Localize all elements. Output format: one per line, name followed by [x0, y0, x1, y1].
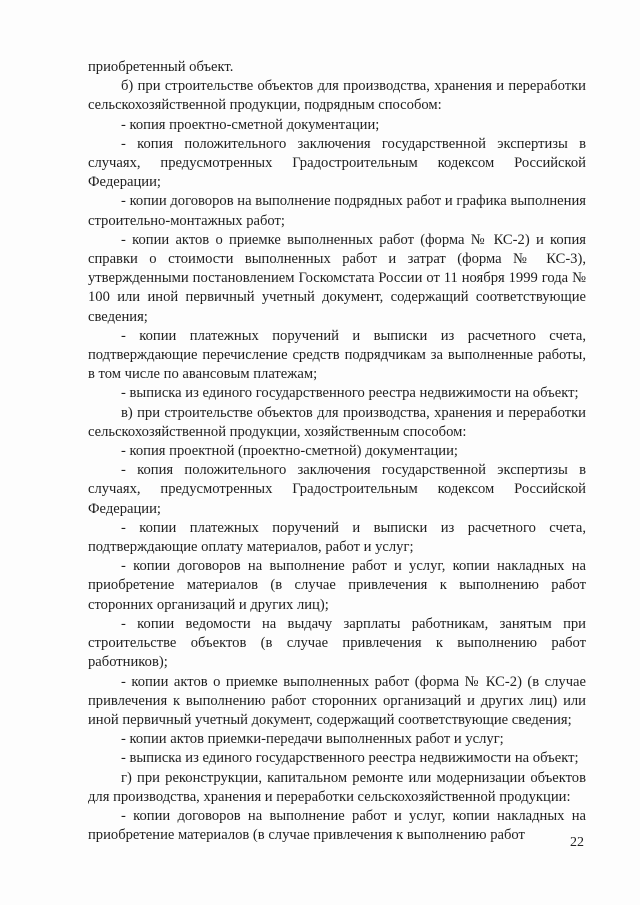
list-item: - копии актов о приемке выполненных работ (форма № КС-2) (в случае привлечения к выполнению работ сторонних организаций и других лиц) или иной первичный учетный документ, содержащий соответствующие сведения; — [88, 673, 586, 728]
list-item: - копии актов о приемке выполненных работ (форма № КС-2) и копия справки о стоимости выполненных работ и затрат (форма № КС-3), утвержденными постановлением Госкомстата России от 11 ноября 1999 года № 100 или иной первичный учетный документ, содержащий соответствующие сведения; — [88, 231, 586, 325]
list-item: - копии платежных поручений и выписки из расчетного счета, подтверждающие оплату материалов, работ и услуг; — [88, 519, 586, 556]
list-item: - копии платежных поручений и выписки из расчетного счета, подтверждающие перечисление средств подрядчикам за выполненные работы, в том числе по авансовым платежам; — [88, 327, 586, 383]
paragraph-item-g: г) при реконструкции, капитальном ремонте или модернизации объектов для производства, хранения и переработки сельскохозяйственной продукции: — [88, 769, 586, 805]
list-item: - копии договоров на выполнение работ и услуг, копии накладных на приобретение материалов (в случае привлечения к выполнению работ — [88, 807, 586, 844]
list-item: - копия положительного заключения государственной экспертизы в случаях, предусмотренных Градостроительным кодексом Российской Федерации; — [88, 135, 586, 191]
paragraph-item-v: в) при строительстве объектов для производства, хранения и переработки сельскохозяйственной продукции, хозяйственным способом: — [88, 404, 586, 440]
list-item: - выписка из единого государственного реестра недвижимости на объект; — [121, 385, 579, 402]
list-item: - копия проектной (проектно-сметной) документации; — [121, 443, 458, 460]
paragraph-continuation: приобретенный объект. — [88, 59, 234, 75]
list-item: - копии ведомости на выдачу зарплаты работникам, занятым при строительстве объектов (в случае привлечения к выполнению работ работников); — [88, 615, 586, 671]
list-item: - копия положительного заключения государственной экспертизы в случаях, предусмотренных Градостроительным кодексом Российской Федерации; — [88, 462, 586, 517]
list-item: - выписка из единого государственного реестра недвижимости на объект; — [121, 750, 579, 767]
document-body — [88, 58, 586, 845]
list-item: - копии договоров на выполнение работ и услуг, копии накладных на приобретение материалов (в случае привлечения к выполнению работ сторонних организаций и других лиц); — [88, 558, 586, 613]
paragraph-item-b: б) при строительстве объектов для производства, хранения и переработки сельскохозяйственной продукции, подрядным способом: — [88, 78, 586, 114]
page-number: 22 — [570, 835, 584, 850]
list-item: - копия проектно-сметной документации; — [121, 116, 380, 133]
list-item: - копии договоров на выполнение подрядных работ и графика выполнения строительно-монтажных работ; — [88, 193, 586, 229]
list-item: - копии актов приемки-передачи выполненных работ и услуг; — [121, 731, 504, 748]
